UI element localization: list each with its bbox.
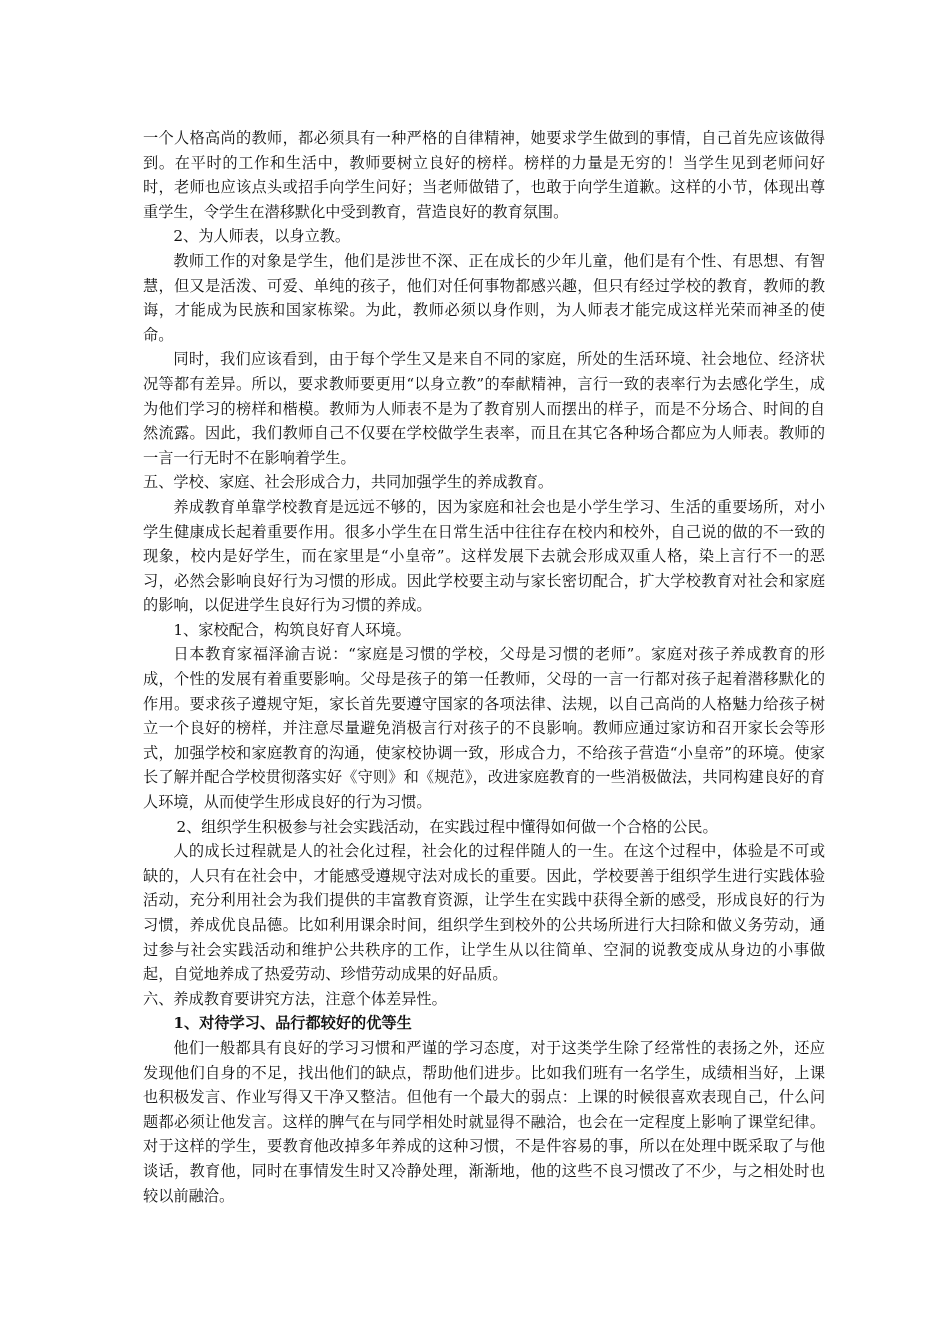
paragraph-top-students: 他们一般都具有良好的学习习惯和严谨的学习态度，对于这类学生除了经常性的表扬之外，还应发现他们自身的不足，找出他们的缺点，帮助他们进步。比如我们班有一名学生，成绩相当好，上课也积极发言、作业写得又干净又整洁。但他有一个最大的弱点：上课的时候很喜欢表现自己，什么问题都必须让他发言。这样的脾气在与同学相处时就显得不融洽，也会在一定程度上影响了课堂纪律。对于这样的学生，要教育他改掉多年养成的这种习惯，不是件容易的事，所以在处理中既采取了与他谈话，教育他，同时在事情发生时又冷静处理，渐渐地，他的这些不良习惯改了不少，与之相处时也较以前融洽。: [143, 1038, 825, 1205]
subheading-social-practice: 2、组织学生积极参与社会实践活动，在实践过程中懂得如何做一个合格的公民。: [176, 817, 718, 836]
subheading-lead-by-example: 2、为人师表，以身立教。: [173, 227, 351, 246]
paragraph-teacher-self-discipline: 一个人格高尚的教师，都必须具有一种严格的自律精神，她要求学生做到的事情，自己首先应该做得到。在平时的工作和生活中，教师要树立良好的榜样。榜样的力量是无穷的！当学生见到老师问好时，老师也应该点头或招手向学生问好；当老师做错了，也敢于向学生道歉。这样的小节，体现出尊重学生，令学生在潜移默化中受到教育，营造良好的教育氛围。: [143, 129, 825, 221]
paragraph-socialization: 人的成长过程就是人的社会化过程，社会化的过程伴随人的一生。在这个过程中，体验是不可或缺的，人只有在社会中，才能感受遵规守法对成长的重要。因此，学校要善于组织学生进行实践体验活动，充分利用社会为我们提供的丰富教育资源，让学生在实践中获得全新的感受，形成良好的行为习惯，养成优良品德。比如利用课余时间，组织学生到校外的公共场所进行大扫除和做义务劳动，通过参与社会实践活动和维护公共秩序的工作，让学生从以往简单、空洞的说教变成从身边的小事做起，自觉地养成了热爱劳动、珍惜劳动成果的好品质。: [143, 842, 825, 984]
subheading-top-students: 1、对待学习、品行都较好的优等生: [173, 1014, 412, 1033]
section-heading-five: 五、学校、家庭、社会形成合力，共同加强学生的养成教育。: [143, 473, 554, 492]
document-body: [143, 126, 825, 1208]
paragraph-teacher-work-object: 教师工作的对象是学生，他们是涉世不深、正在成长的少年儿童，他们是有个性、有思想、有智慧，但又是活泼、可爱、单纯的孩子，他们对任何事物都感兴趣，但只有经过学校的教育，教师的教诲，才能成为民族和国家栋梁。为此，教师必须以身作则，为人师表才能完成这样光荣而神圣的使命。: [143, 251, 825, 344]
section-heading-six: 六、养成教育要讲究方法，注意个体差异性。: [143, 989, 447, 1008]
paragraph-family-habits: 日本教育家福泽渝吉说：“家庭是习惯的学校，父母是习惯的老师”。家庭对孩子养成教育的形成，个性的发展有着重要影响。父母是孩子的第一任教师，父母的一言一行都对孩子起着潜移默化的作用。要求孩子遵规守矩，家长首先要遵守国家的各项法律、法规，以自己高尚的人格魅力给孩子树立一个良好的榜样，并注意尽量避免消极言行对孩子的不良影响。教师应通过家访和召开家长会等形式，加强学校和家庭教育的沟通，使家校协调一致，形成合力，不给孩子营造“小皇帝”的环境。使家长了解并配合学校贯彻落实好《守则》和《规范》，改进家庭教育的一些消极做法，共同构建良好的育人环境，从而使学生形成良好的行为习惯。: [143, 645, 825, 812]
paragraph-school-family-society: 养成教育单靠学校教育是远远不够的，因为家庭和社会也是小学生学习、生活的重要场所，对小学生健康成长起着重要作用。很多小学生在日常生活中往往存在校内和校外，自己说的做的不一致的现象，校内是好学生，而在家里是“小皇帝”。这样发展下去就会形成双重人格，染上言行不一的恶习，必然会影响良好行为习惯的形成。因此学校要主动与家长密切配合，扩大学校教育对社会和家庭的影响，以促进学生良好行为习惯的养成。: [143, 497, 825, 615]
subheading-home-school-cooperation: 1、家校配合，构筑良好育人环境。: [173, 620, 411, 639]
paragraph-student-differences: 同时，我们应该看到，由于每个学生又是来自不同的家庭，所处的生活环境、社会地位、经济状况等都有差异。所以，要求教师要更用“以身立教”的奉献精神，言行一致的表率行为去感化学生，成为他们学习的榜样和楷模。教师为人师表不是为了教育别人而摆出的样子，而是不分场合、时间的自然流露。因此，我们教师自己不仅要在学校做学生表率，而且在其它各种场合都应为人师表。教师的一言一行无时不在影响着学生。: [143, 350, 825, 467]
